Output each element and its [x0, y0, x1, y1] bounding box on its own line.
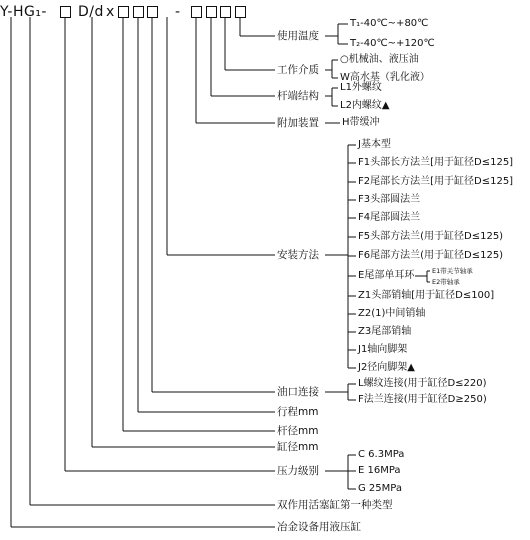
- label-rod-dia: 杆径mm: [277, 425, 319, 437]
- code-multiply: x: [106, 4, 115, 20]
- option-install: J2径向脚架▲: [358, 362, 416, 373]
- code-slot-install: [147, 6, 158, 18]
- label-metallurgy: 冶金设备用液压缸: [277, 521, 361, 533]
- label-oil-port: 油口连接: [277, 386, 319, 398]
- option-install: F6尾部方法兰(用于缸径D≤125): [358, 250, 504, 261]
- option-ear-sub: E1带关节轴承: [432, 267, 473, 275]
- option-install: Z2(1)中间销轴: [358, 308, 426, 319]
- code-prefix: Y-HG₁-: [0, 4, 47, 20]
- option-install: Z1头部销轴[用于缸径D≤100]: [358, 290, 495, 301]
- option-temperature: T₁-40℃~+80℃: [350, 18, 429, 29]
- code-slot-extra: [191, 6, 202, 18]
- option-rod-end: L2内螺纹▲: [340, 100, 390, 111]
- code-slot-oil-port: [133, 6, 144, 18]
- option-oil-port: L螺纹连接(用于缸径D≤220): [358, 378, 487, 389]
- code-slot-stroke: [118, 6, 129, 18]
- label-double-acting: 双作用活塞缸第一种类型: [277, 499, 393, 511]
- option-install: F1头部长方法兰[用于缸径D≤125]: [358, 157, 514, 168]
- label-medium: 工作介质: [277, 64, 319, 76]
- code-slot-medium: [220, 6, 231, 18]
- option-install: Z3尾部销轴: [358, 326, 412, 337]
- option-ear-sub: E2带轴承: [432, 278, 460, 286]
- code-slot-rod-end: [206, 6, 217, 18]
- option-install: F3头部圆法兰: [358, 194, 421, 205]
- code-slot-pressure: [60, 6, 71, 18]
- label-temperature: 使用温度: [277, 30, 319, 42]
- option-medium: ○机械油、液压油: [340, 54, 419, 65]
- option-install: F2尾部长方法兰[用于缸径D≤125]: [358, 176, 514, 187]
- option-medium: W高水基（乳化液）: [340, 72, 430, 83]
- label-stroke: 行程mm: [277, 406, 319, 418]
- code-dash: -: [175, 4, 181, 20]
- label-extra-device: 附加装置: [277, 117, 319, 129]
- option-pressure: E 16MPa: [358, 465, 401, 476]
- option-temperature: T₂-40℃~+120℃: [350, 38, 435, 49]
- code-bore-rod: D/d: [78, 4, 104, 20]
- option-install: F4尾部圆法兰: [358, 212, 421, 223]
- option-pressure: G 25MPa: [358, 483, 402, 494]
- option-install: E尾部单耳环: [358, 270, 415, 281]
- label-rod-end: 杆端结构: [277, 90, 319, 102]
- label-pressure: 压力级别: [277, 465, 319, 477]
- option-install: J基本型: [358, 139, 391, 150]
- option-install: J1轴向脚架: [358, 344, 408, 355]
- option-install: F5头部方法兰(用于缸径D≤125): [358, 231, 504, 242]
- option-pressure: C 6.3MPa: [358, 449, 405, 460]
- label-bore: 缸径mm: [277, 441, 319, 453]
- option-extra-device: H带缓冲: [342, 117, 380, 128]
- option-oil-port: F法兰连接(用于缸径D≥250): [358, 394, 487, 405]
- code-slot-temperature: [235, 6, 246, 18]
- option-rod-end: L1外螺纹: [340, 82, 382, 93]
- label-install: 安装方法: [277, 249, 319, 261]
